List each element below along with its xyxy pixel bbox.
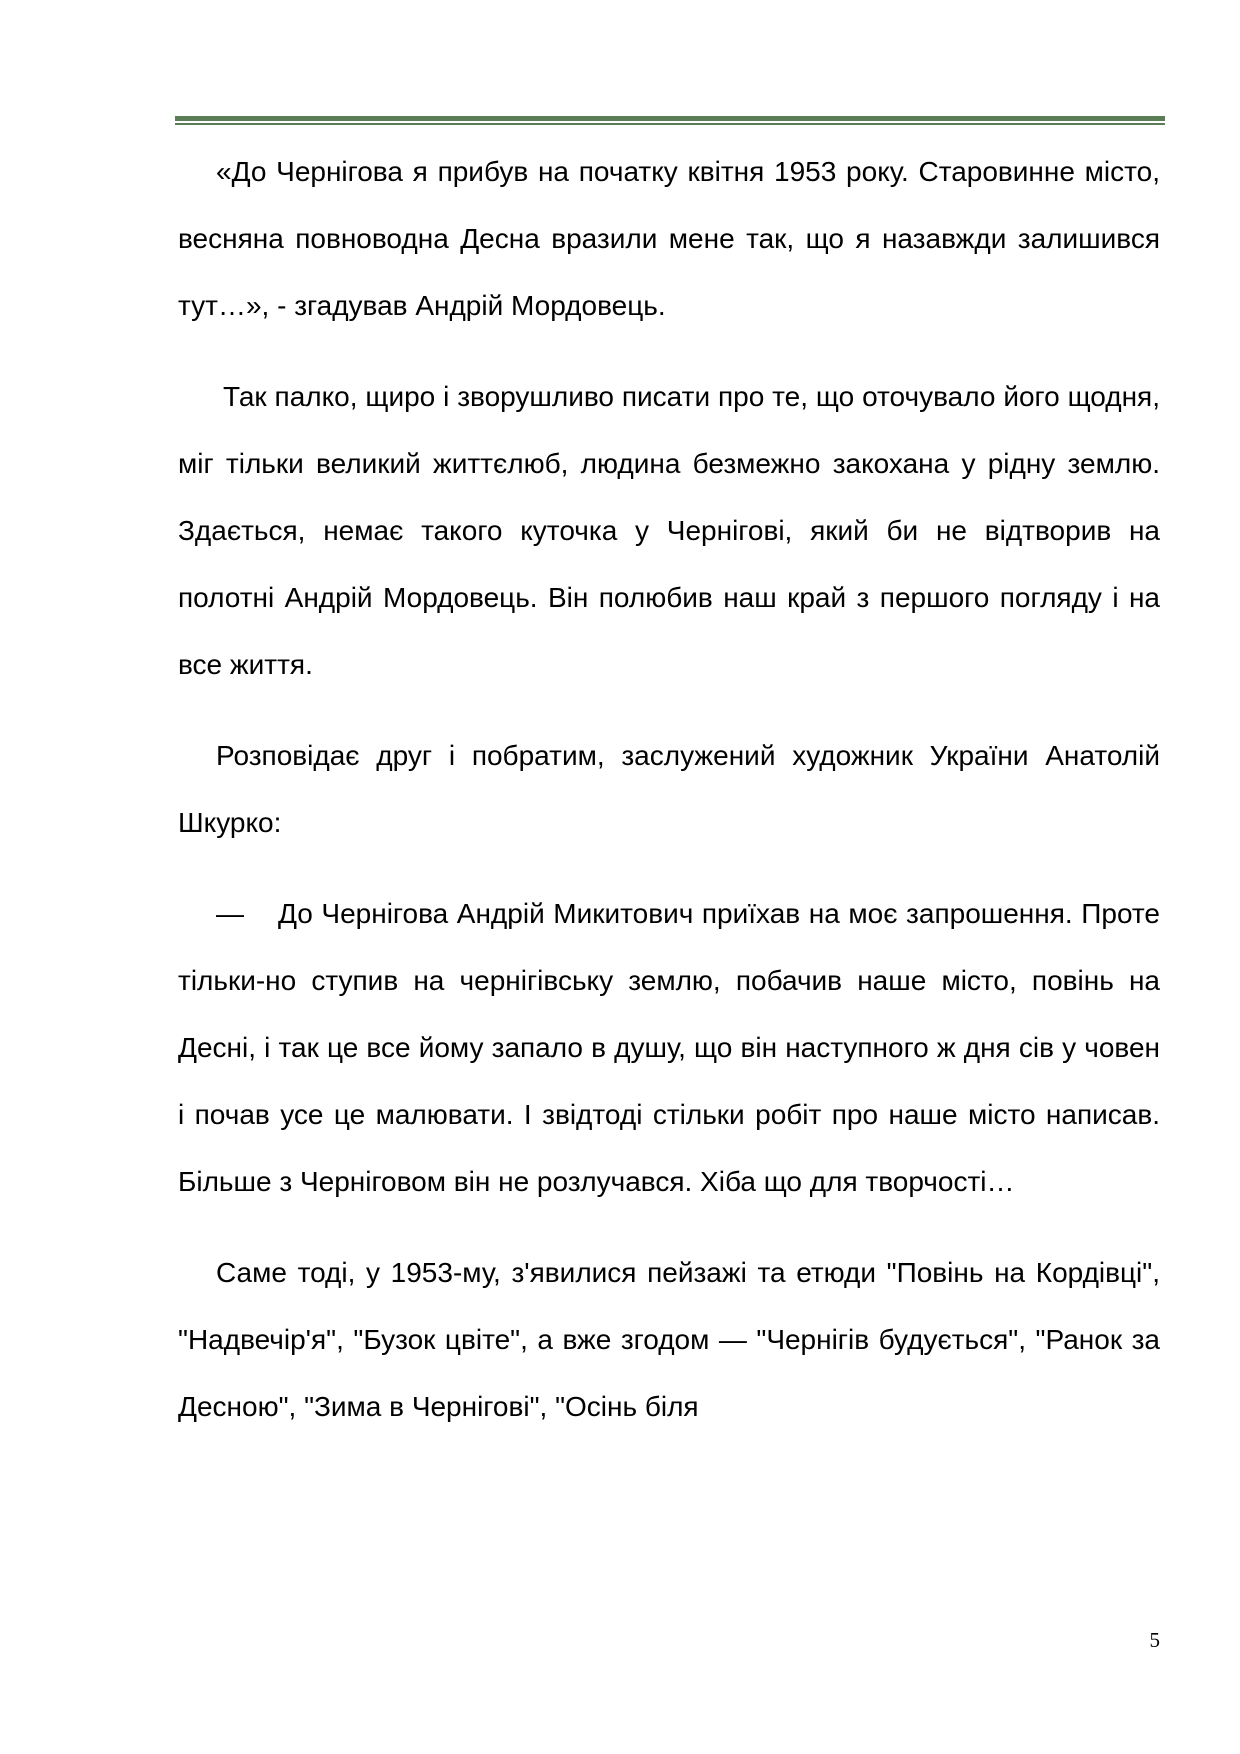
paragraph-4-text: До Чернігова Андрій Микитович приїхав на моє запрошення. Проте тільки-но ступив на чернігівську землю, побачив наше місто, повінь на Десні, і так це все йому запало в душу, що він наступного ж дня сів у човен і почав усе це малювати. І звідтоді стільки робіт про наше місто написав. Більше з Черніговом він не розлучався. Хіба що для творчості… [178, 898, 1160, 1197]
paragraph-3: Розповідає друг і побратим, заслужений художник України Анатолій Шкурко: [178, 740, 1160, 838]
paragraph-1: «До Чернігова я прибув на початку квітня 1953 року. Старовинне місто, весняна повноводна Десна вразили мене так, що я назавжди залишився тут…», - згадував Андрій Мордовець. [178, 156, 1160, 321]
paragraph-5: Саме тоді, у 1953-му, з'явилися пейзажі та етюди "Повінь на Кордівці", "Надвечір'я", "Бузок цвіте", а вже згодом — "Чернігів будується", "Ранок за Десною", "Зима в Чернігові", "Осінь біля [178, 1257, 1160, 1422]
page-body [178, 138, 1160, 1440]
page-number: 5 [1149, 1628, 1160, 1652]
header-rule-thick-line [175, 116, 1165, 121]
dialogue-dash: — [216, 898, 244, 929]
header-rule [175, 116, 1165, 125]
header-rule-thin-line [175, 123, 1165, 125]
paragraph-4-dialogue [178, 880, 1160, 1215]
paragraph-2: Так палко, щиро і зворушливо писати про те, що оточувало його щодня, міг тільки великий життєлюб, людина безмежно закохана у рідну землю. Здається, немає такого куточка у Чернігові, який би не відтворив на полотні Андрій Мордовець. Він полюбив наш край з першого погляду і на все життя. [178, 381, 1160, 680]
